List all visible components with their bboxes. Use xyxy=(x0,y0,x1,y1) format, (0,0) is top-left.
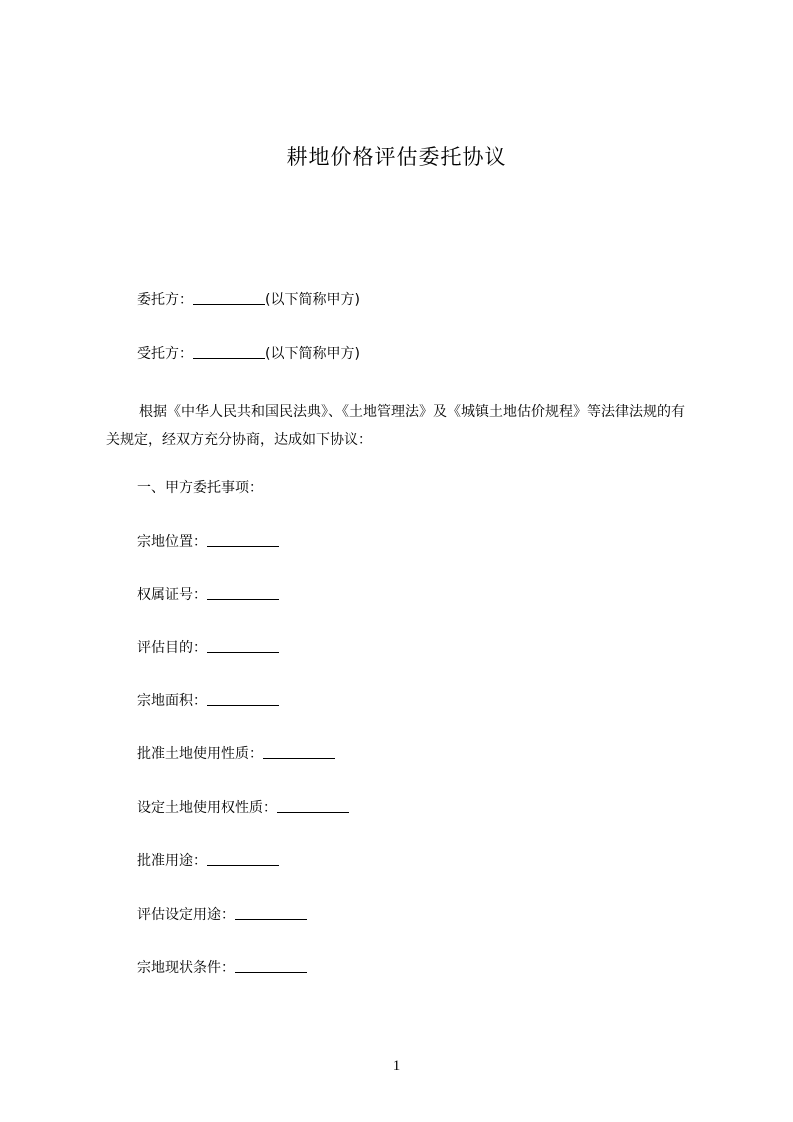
field-label: 评估目的： xyxy=(137,640,207,656)
field-label: 宗地位置： xyxy=(137,534,207,550)
document-title: 耕地价格评估委托协议 xyxy=(286,145,507,169)
field-label: 批准用途： xyxy=(137,853,207,869)
field-blank xyxy=(277,798,349,813)
field-blank xyxy=(235,958,307,973)
field-line xyxy=(137,905,307,925)
field-blank xyxy=(235,905,307,920)
client-party-line xyxy=(137,290,360,310)
field-blank xyxy=(207,532,279,547)
client-party-label: 委托方： xyxy=(137,292,193,308)
field-line xyxy=(137,638,279,658)
field-label: 权属证号： xyxy=(137,587,207,603)
field-line xyxy=(137,798,349,818)
trustee-party-blank xyxy=(193,344,265,359)
trustee-party-label: 受托方： xyxy=(137,346,193,362)
field-blank xyxy=(207,585,279,600)
field-line xyxy=(137,691,279,711)
trustee-party-suffix: (以下简称甲方) xyxy=(265,346,360,362)
field-line xyxy=(137,958,307,978)
field-label: 宗地现状条件： xyxy=(137,960,235,976)
field-line xyxy=(137,851,279,871)
page-number: 1 xyxy=(392,1058,401,1074)
field-label: 评估设定用途： xyxy=(137,907,235,923)
section-heading: 一、甲方委托事项： xyxy=(137,480,263,496)
client-party-blank xyxy=(193,290,265,305)
field-blank xyxy=(263,744,335,759)
field-line xyxy=(137,585,279,605)
field-line xyxy=(137,744,335,764)
field-blank xyxy=(207,691,279,706)
field-line xyxy=(137,532,279,552)
intro-paragraph: 根据《中华人民共和国民法典》、《土地管理法》及《城镇土地估价规程》等法律法规的有关规定，经双方充分协商，达成如下协议： xyxy=(106,404,685,448)
field-label: 批准土地使用性质： xyxy=(137,746,263,762)
client-party-suffix: (以下简称甲方) xyxy=(265,292,360,308)
field-label: 宗地面积： xyxy=(137,693,207,709)
field-blank xyxy=(207,638,279,653)
trustee-party-line xyxy=(137,344,360,364)
field-label: 设定土地使用权性质： xyxy=(137,800,277,816)
field-blank xyxy=(207,851,279,866)
